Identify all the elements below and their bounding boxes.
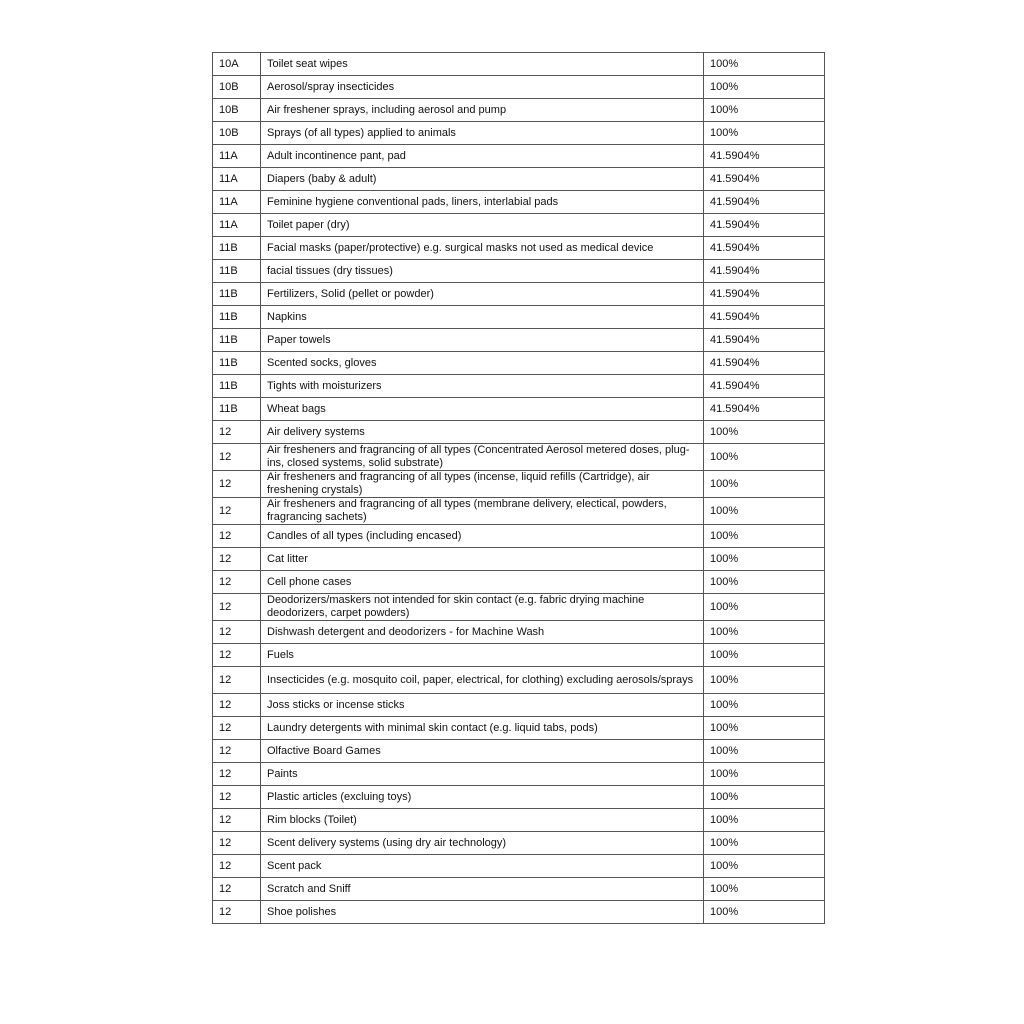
product-type-cell: Deodorizers/maskers not intended for skin contact (e.g. fabric drying machine deodorizers, carpet powders) xyxy=(261,594,704,621)
percentage-cell: 100% xyxy=(704,786,825,809)
percentage-cell: 100% xyxy=(704,53,825,76)
product-type-cell: Laundry detergents with minimal skin contact (e.g. liquid tabs, pods) xyxy=(261,717,704,740)
category-cell: 10B xyxy=(213,122,261,145)
category-cell: 11B xyxy=(213,283,261,306)
table-row xyxy=(213,809,825,832)
table-row xyxy=(213,855,825,878)
table-row xyxy=(213,763,825,786)
category-cell: 11B xyxy=(213,398,261,421)
category-cell: 12 xyxy=(213,667,261,694)
category-cell: 11B xyxy=(213,306,261,329)
product-type-cell: Adult incontinence pant, pad xyxy=(261,145,704,168)
percentage-cell: 41.5904% xyxy=(704,329,825,352)
product-type-cell: facial tissues (dry tissues) xyxy=(261,260,704,283)
table-row xyxy=(213,306,825,329)
product-type-cell: Air fresheners and fragrancing of all types (Concentrated Aerosol metered doses, plug-ins, closed systems, solid substrate) xyxy=(261,444,704,471)
table-row xyxy=(213,444,825,471)
product-type-cell: Dishwash detergent and deodorizers - for Machine Wash xyxy=(261,621,704,644)
percentage-cell: 100% xyxy=(704,832,825,855)
category-cell: 12 xyxy=(213,621,261,644)
table-row xyxy=(213,375,825,398)
category-cell: 11B xyxy=(213,237,261,260)
percentage-cell: 100% xyxy=(704,99,825,122)
table-row xyxy=(213,594,825,621)
product-type-cell: Cell phone cases xyxy=(261,571,704,594)
table-body xyxy=(213,53,825,924)
category-cell: 12 xyxy=(213,644,261,667)
product-type-cell: Cat litter xyxy=(261,548,704,571)
product-type-cell: Napkins xyxy=(261,306,704,329)
percentage-cell: 41.5904% xyxy=(704,283,825,306)
category-cell: 12 xyxy=(213,832,261,855)
product-type-cell: Olfactive Board Games xyxy=(261,740,704,763)
percentage-cell: 100% xyxy=(704,901,825,924)
product-type-cell: Tights with moisturizers xyxy=(261,375,704,398)
product-type-cell: Air delivery systems xyxy=(261,421,704,444)
percentage-cell: 100% xyxy=(704,855,825,878)
table-row xyxy=(213,76,825,99)
percentage-cell: 100% xyxy=(704,571,825,594)
product-type-cell: Paper towels xyxy=(261,329,704,352)
product-type-cell: Fertilizers, Solid (pellet or powder) xyxy=(261,283,704,306)
table-row xyxy=(213,260,825,283)
category-cell: 12 xyxy=(213,694,261,717)
category-cell: 12 xyxy=(213,717,261,740)
percentage-cell: 41.5904% xyxy=(704,191,825,214)
product-type-cell: Air fresheners and fragrancing of all types (membrane delivery, electical, powders, fragrancing sachets) xyxy=(261,498,704,525)
category-cell: 12 xyxy=(213,594,261,621)
table-row xyxy=(213,329,825,352)
table-row xyxy=(213,99,825,122)
product-type-cell: Toilet seat wipes xyxy=(261,53,704,76)
product-type-cell: Rim blocks (Toilet) xyxy=(261,809,704,832)
category-cell: 12 xyxy=(213,740,261,763)
table-row xyxy=(213,621,825,644)
product-type-cell: Scent delivery systems (using dry air technology) xyxy=(261,832,704,855)
table-row xyxy=(213,498,825,525)
category-cell: 12 xyxy=(213,855,261,878)
table-row xyxy=(213,237,825,260)
table-row xyxy=(213,786,825,809)
product-type-cell: Shoe polishes xyxy=(261,901,704,924)
table-row xyxy=(213,832,825,855)
percentage-cell: 100% xyxy=(704,740,825,763)
percentage-cell: 100% xyxy=(704,498,825,525)
table-row xyxy=(213,214,825,237)
product-type-cell: Facial masks (paper/protective) e.g. surgical masks not used as medical device xyxy=(261,237,704,260)
percentage-cell: 100% xyxy=(704,471,825,498)
percentage-cell: 100% xyxy=(704,621,825,644)
table-row xyxy=(213,352,825,375)
percentage-cell: 41.5904% xyxy=(704,352,825,375)
table-row xyxy=(213,667,825,694)
category-cell: 11A xyxy=(213,168,261,191)
category-cell: 11A xyxy=(213,214,261,237)
category-cell: 10B xyxy=(213,99,261,122)
table-row xyxy=(213,283,825,306)
category-cell: 10B xyxy=(213,76,261,99)
product-type-cell: Air fresheners and fragrancing of all types (incense, liquid refills (Cartridge), air freshening crystals) xyxy=(261,471,704,498)
category-cell: 11B xyxy=(213,352,261,375)
percentage-cell: 41.5904% xyxy=(704,398,825,421)
table-row xyxy=(213,398,825,421)
table-row xyxy=(213,421,825,444)
table-row xyxy=(213,191,825,214)
product-type-cell: Scent pack xyxy=(261,855,704,878)
percentage-cell: 100% xyxy=(704,594,825,621)
category-cell: 11B xyxy=(213,375,261,398)
table-row xyxy=(213,471,825,498)
table-row xyxy=(213,878,825,901)
table-row xyxy=(213,548,825,571)
product-type-cell: Air freshener sprays, including aerosol and pump xyxy=(261,99,704,122)
product-type-cell: Diapers (baby & adult) xyxy=(261,168,704,191)
product-type-cell: Wheat bags xyxy=(261,398,704,421)
category-cell: 11A xyxy=(213,145,261,168)
table-row xyxy=(213,168,825,191)
table-row xyxy=(213,901,825,924)
category-cell: 12 xyxy=(213,548,261,571)
percentage-cell: 100% xyxy=(704,76,825,99)
product-type-cell: Sprays (of all types) applied to animals xyxy=(261,122,704,145)
product-type-cell: Plastic articles (excluing toys) xyxy=(261,786,704,809)
product-type-cell: Scratch and Sniff xyxy=(261,878,704,901)
product-type-cell: Candles of all types (including encased) xyxy=(261,525,704,548)
product-category-table xyxy=(212,52,825,924)
category-cell: 11B xyxy=(213,329,261,352)
table-row xyxy=(213,122,825,145)
percentage-cell: 100% xyxy=(704,421,825,444)
product-type-cell: Paints xyxy=(261,763,704,786)
percentage-cell: 41.5904% xyxy=(704,168,825,191)
percentage-cell: 100% xyxy=(704,548,825,571)
percentage-cell: 100% xyxy=(704,444,825,471)
table-row xyxy=(213,740,825,763)
category-cell: 12 xyxy=(213,878,261,901)
percentage-cell: 41.5904% xyxy=(704,237,825,260)
percentage-cell: 100% xyxy=(704,878,825,901)
category-cell: 12 xyxy=(213,763,261,786)
percentage-cell: 100% xyxy=(704,763,825,786)
category-cell: 12 xyxy=(213,421,261,444)
table-row xyxy=(213,694,825,717)
table-row xyxy=(213,525,825,548)
category-cell: 12 xyxy=(213,571,261,594)
percentage-cell: 41.5904% xyxy=(704,145,825,168)
table-row xyxy=(213,717,825,740)
product-type-cell: Toilet paper (dry) xyxy=(261,214,704,237)
category-cell: 12 xyxy=(213,471,261,498)
table-row xyxy=(213,145,825,168)
product-type-cell: Joss sticks or incense sticks xyxy=(261,694,704,717)
percentage-cell: 100% xyxy=(704,809,825,832)
product-type-cell: Scented socks, gloves xyxy=(261,352,704,375)
percentage-cell: 100% xyxy=(704,694,825,717)
category-cell: 12 xyxy=(213,498,261,525)
category-cell: 10A xyxy=(213,53,261,76)
product-type-cell: Fuels xyxy=(261,644,704,667)
table-row xyxy=(213,644,825,667)
category-cell: 11A xyxy=(213,191,261,214)
percentage-cell: 41.5904% xyxy=(704,306,825,329)
percentage-cell: 41.5904% xyxy=(704,214,825,237)
percentage-cell: 100% xyxy=(704,644,825,667)
product-type-cell: Aerosol/spray insecticides xyxy=(261,76,704,99)
percentage-cell: 100% xyxy=(704,717,825,740)
percentage-cell: 100% xyxy=(704,122,825,145)
product-type-cell: Feminine hygiene conventional pads, liners, interlabial pads xyxy=(261,191,704,214)
table-row xyxy=(213,53,825,76)
category-cell: 12 xyxy=(213,444,261,471)
product-type-cell: Insecticides (e.g. mosquito coil, paper, electrical, for clothing) excluding aerosols/sprays xyxy=(261,667,704,694)
category-cell: 12 xyxy=(213,901,261,924)
category-cell: 12 xyxy=(213,525,261,548)
category-cell: 11B xyxy=(213,260,261,283)
percentage-cell: 41.5904% xyxy=(704,260,825,283)
percentage-cell: 100% xyxy=(704,667,825,694)
category-cell: 12 xyxy=(213,786,261,809)
percentage-cell: 41.5904% xyxy=(704,375,825,398)
percentage-cell: 100% xyxy=(704,525,825,548)
category-cell: 12 xyxy=(213,809,261,832)
table-row xyxy=(213,571,825,594)
